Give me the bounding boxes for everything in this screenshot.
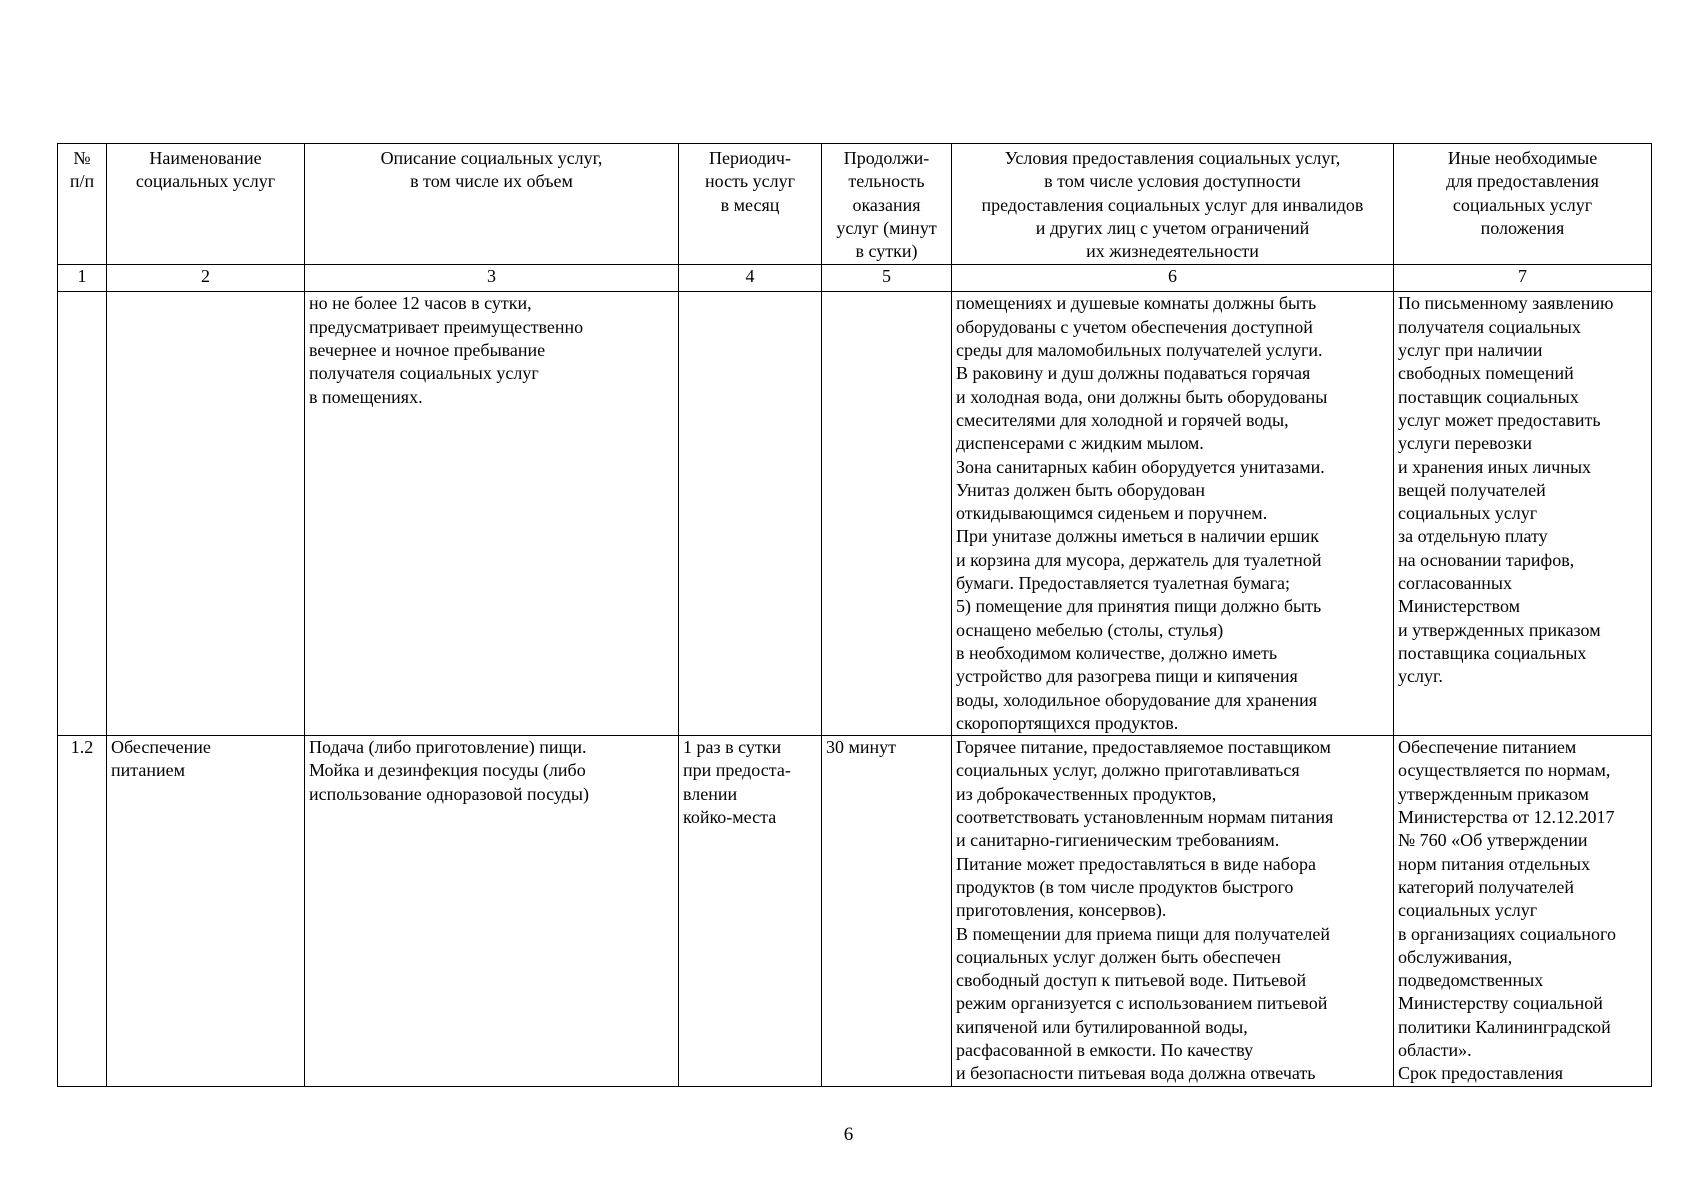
row-number: 1.2	[58, 736, 107, 1087]
row-number	[58, 292, 107, 736]
row-periodicity: 1 раз в сутки при предоста- влении койко-места	[679, 736, 822, 1087]
header-row	[58, 144, 1652, 265]
table-row	[58, 736, 1652, 1087]
row-other-provisions: Обеспечение питанием осуществляется по нормам, утвержденным приказом Министерства от 12.12.2017 № 760 «Об утверждении норм питания отдельных категорий получателей социальных услуг в организациях социального обслуживания, подведомственных Министерству социальной политики Калининградской области». Срок предоставления	[1394, 736, 1652, 1087]
column-number: 5	[822, 265, 952, 292]
header-periodicity: Периодич- ность услуг в месяц	[679, 144, 822, 265]
column-number: 1	[58, 265, 107, 292]
header-description: Описание социальных услуг, в том числе их объем	[305, 144, 679, 265]
row-duration: 30 минут	[822, 736, 952, 1087]
table-row	[58, 292, 1652, 736]
row-conditions: помещениях и душевые комнаты должны быть оборудованы с учетом обеспечения доступной среды для маломобильных получателей услуги. В раковину и душ должны подаваться горячая и холодная вода, они должны быть оборудованы смесителями для холодной и горячей воды, диспенсерами с жидким мылом. Зона санитарных кабин оборудуется унитазами. Унитаз должен быть оборудован откидывающимся сиденьем и поручнем. При унитазе должны иметься в наличии ершик и корзина для мусора, держатель для туалетной бумаги. Предоставляется туалетная бумага; 5) помещение для принятия пищи должно быть оснащено мебелью (столы, стулья) в необходимом количестве, должно иметь устройство для разогрева пищи и кипячения воды, холодильное оборудование для хранения скоропортящихся продуктов.	[952, 292, 1394, 736]
column-number: 2	[107, 265, 305, 292]
header-conditions: Условия предоставления социальных услуг, в том числе условия доступности предоставления социальных услуг для инвалидов и других лиц с учетом ограничений их жизнедеятельности	[952, 144, 1394, 265]
header-service-name: Наименование социальных услуг	[107, 144, 305, 265]
row-service-name: Обеспечение питанием	[107, 736, 305, 1087]
column-number: 7	[1394, 265, 1652, 292]
column-number: 4	[679, 265, 822, 292]
row-periodicity	[679, 292, 822, 736]
row-other-provisions: По письменному заявлению получателя социальных услуг при наличии свободных помещений поставщик социальных услуг может предоставить услуги перевозки и хранения иных личных вещей получателей социальных услуг за отдельную плату на основании тарифов, согласованных Министерством и утвержденных приказом поставщика социальных услуг.	[1394, 292, 1652, 736]
social-services-table	[57, 143, 1652, 1087]
column-number: 3	[305, 265, 679, 292]
header-number: № п/п	[58, 144, 107, 265]
row-description: Подача (либо приготовление) пищи. Мойка и дезинфекция посуды (либо использование одноразовой посуды)	[305, 736, 679, 1087]
column-number: 6	[952, 265, 1394, 292]
row-service-name	[107, 292, 305, 736]
row-description: но не более 12 часов в сутки, предусматривает преимущественно вечернее и ночное пребывание получателя социальных услуг в помещениях.	[305, 292, 679, 736]
row-duration	[822, 292, 952, 736]
header-duration: Продолжи- тельность оказания услуг (минут в сутки)	[822, 144, 952, 265]
page-number: 6	[843, 1124, 854, 1145]
header-other-provisions: Иные необходимые для предоставления социальных услуг положения	[1394, 144, 1652, 265]
row-conditions: Горячее питание, предоставляемое поставщиком социальных услуг, должно приготавливаться из доброкачественных продуктов, соответствовать установленным нормам питания и санитарно-гигиеническим требованиям. Питание может предоставляться в виде набора продуктов (в том числе продуктов быстрого приготовления, консервов). В помещении для приема пищи для получателей социальных услуг должен быть обеспечен свободный доступ к питьевой воде. Питьевой режим организуется с использованием питьевой кипяченой или бутилированной воды, расфасованной в емкости. По качеству и безопасности питьевая вода должна отвечать	[952, 736, 1394, 1087]
column-number-row	[58, 265, 1652, 292]
